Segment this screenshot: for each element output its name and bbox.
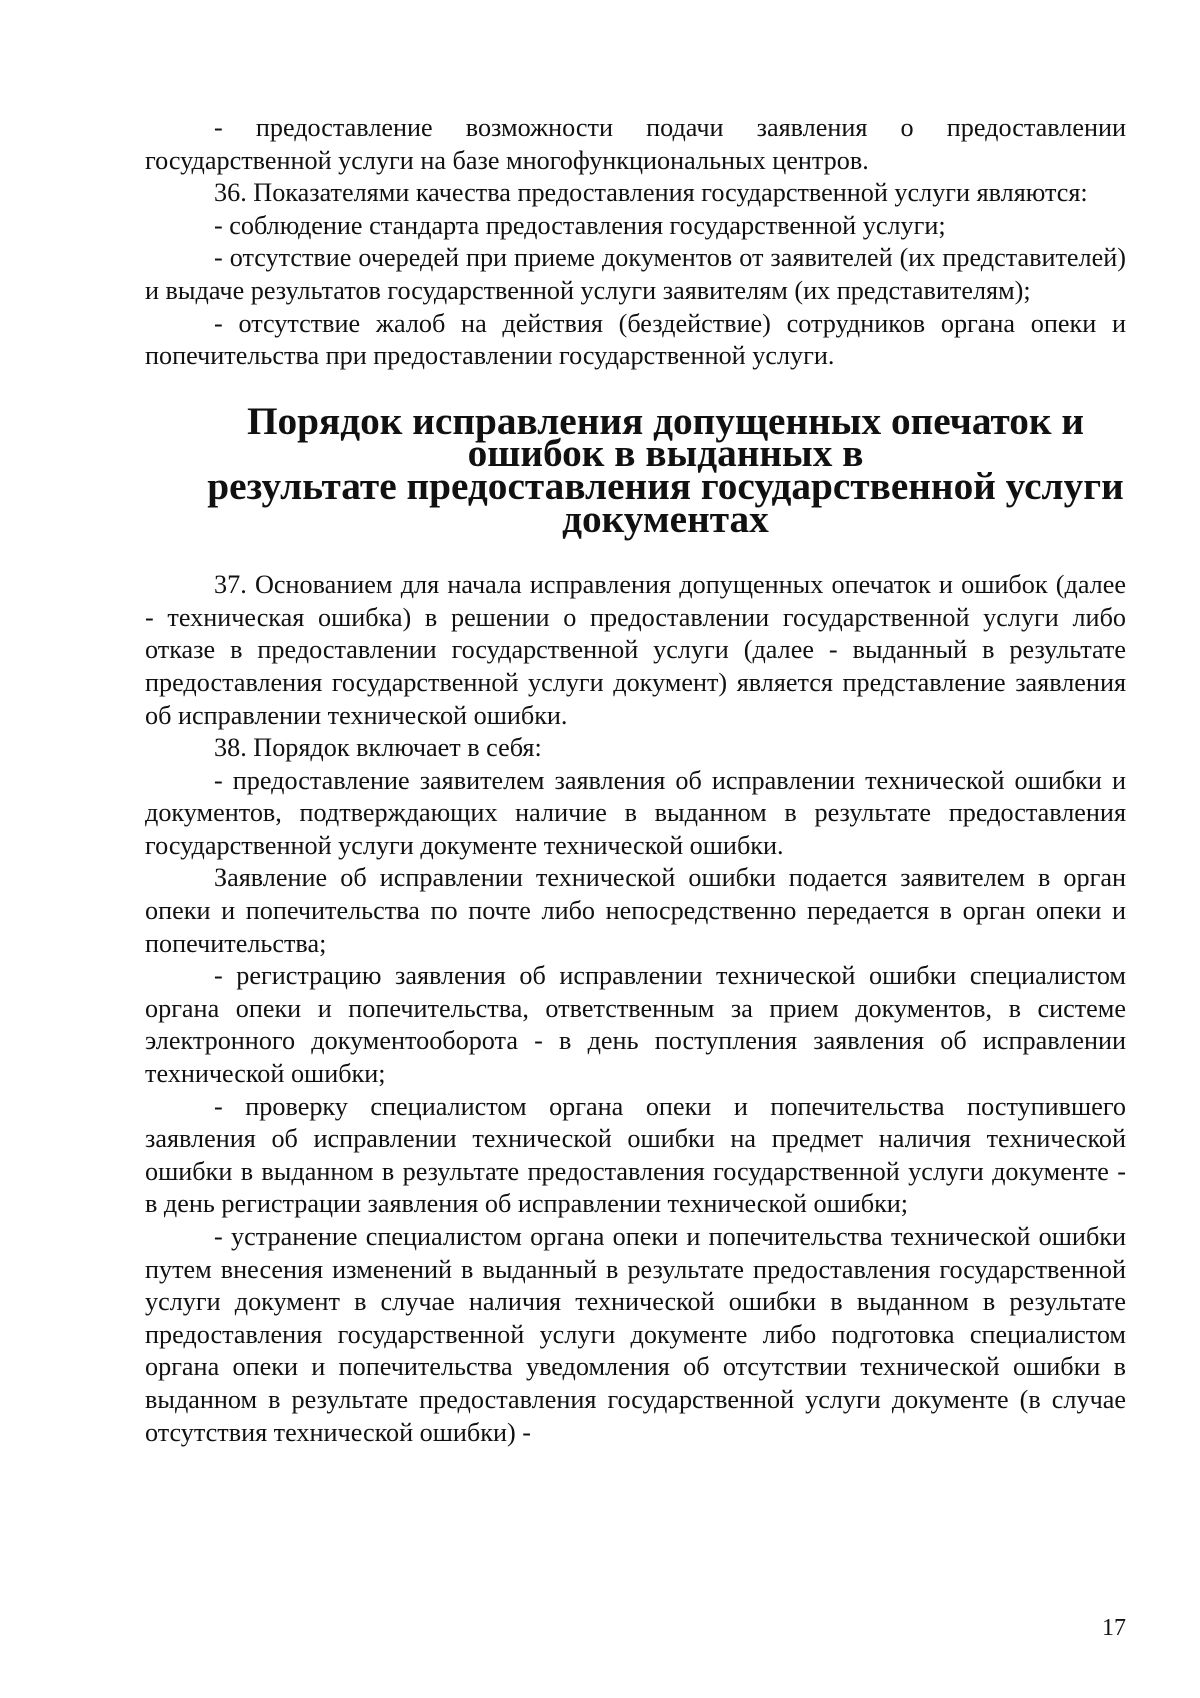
- section-heading: [145, 398, 1126, 541]
- page-number: 17: [1102, 1615, 1126, 1641]
- section-heading-line-2: результате предоставления государственной услуги: [207, 463, 1124, 508]
- section-heading-line-1: Порядок исправления допущенных опечаток и ошибок в выданных в: [246, 398, 1085, 476]
- paragraph-38-procedure: 38. Порядок включает в себя:: [214, 733, 542, 763]
- paragraph-mfc-option: - предоставление возможности подачи заявления о предоставлении государственной услуги на базе многофункциональных центров.: [145, 113, 1126, 175]
- section-heading-line-3: документах: [562, 496, 769, 541]
- paragraph-no-complaints: - отсутствие жалоб на действия (бездействие) сотрудников органа опеки и попечительства при предоставлении государственной услуги.: [145, 308, 1126, 371]
- paragraph-registration: - регистрацию заявления об исправлении технической ошибки специалистом органа опеки и попечительства, ответственным за прием документов, в системе электронного документооборота - в день поступления заявления об исправлении технической ошибки;: [145, 961, 1126, 1089]
- paragraph-application-delivery: Заявление об исправлении технической ошибки подается заявителем в орган опеки и попечительства по почте либо непосредственно передается в орган опеки и попечительства;: [145, 863, 1126, 958]
- paragraph-standard-compliance: - соблюдение стандарта предоставления государственной услуги;: [214, 210, 946, 240]
- paragraph-36-quality-indicators: 36. Показателями качества предоставления государственной услуги являются:: [214, 178, 1088, 208]
- paragraph-correction: - устранение специалистом органа опеки и попечительства технической ошибки путем внесения изменений в выданный в результате предоставления государственной услуги документ в случае наличия технической ошибки в выданном в результате предоставления государственной услуги документе либо подготовка специалистом органа опеки и попечительства уведомления об отсутствии технической ошибки в выданном в результате предоставления государственной услуги документе (в случае отсутствия технической ошибки) -: [145, 1222, 1126, 1447]
- paragraph-applicant-submission: - предоставление заявителем заявления об исправлении технической ошибки и документов, подтверждающих наличие в выданном в результате предоставления государственной услуги документе технической ошибки.: [145, 765, 1126, 860]
- paragraph-37-grounds: 37. Основанием для начала исправления допущенных опечаток и ошибок (далее - техническая ошибка) в решении о предоставлении государственной услуги либо отказе в предоставлении государственной услуги (далее - выданный в результате предоставления государственной услуги документ) является представление заявления об исправлении технической ошибки.: [145, 570, 1126, 730]
- paragraph-no-queues: - отсутствие очередей при приеме документов от заявителей (их представителей) и выдаче результатов государственной услуги заявителям (их представителям);: [145, 243, 1126, 305]
- document-body: [145, 112, 1126, 1449]
- paragraph-verification: - проверку специалистом органа опеки и попечительства поступившего заявления об исправлении технической ошибки на предмет наличия технической ошибки в выданном в результате предоставления государственной услуги документе - в день регистрации заявления об исправлении технической ошибки;: [145, 1091, 1126, 1219]
